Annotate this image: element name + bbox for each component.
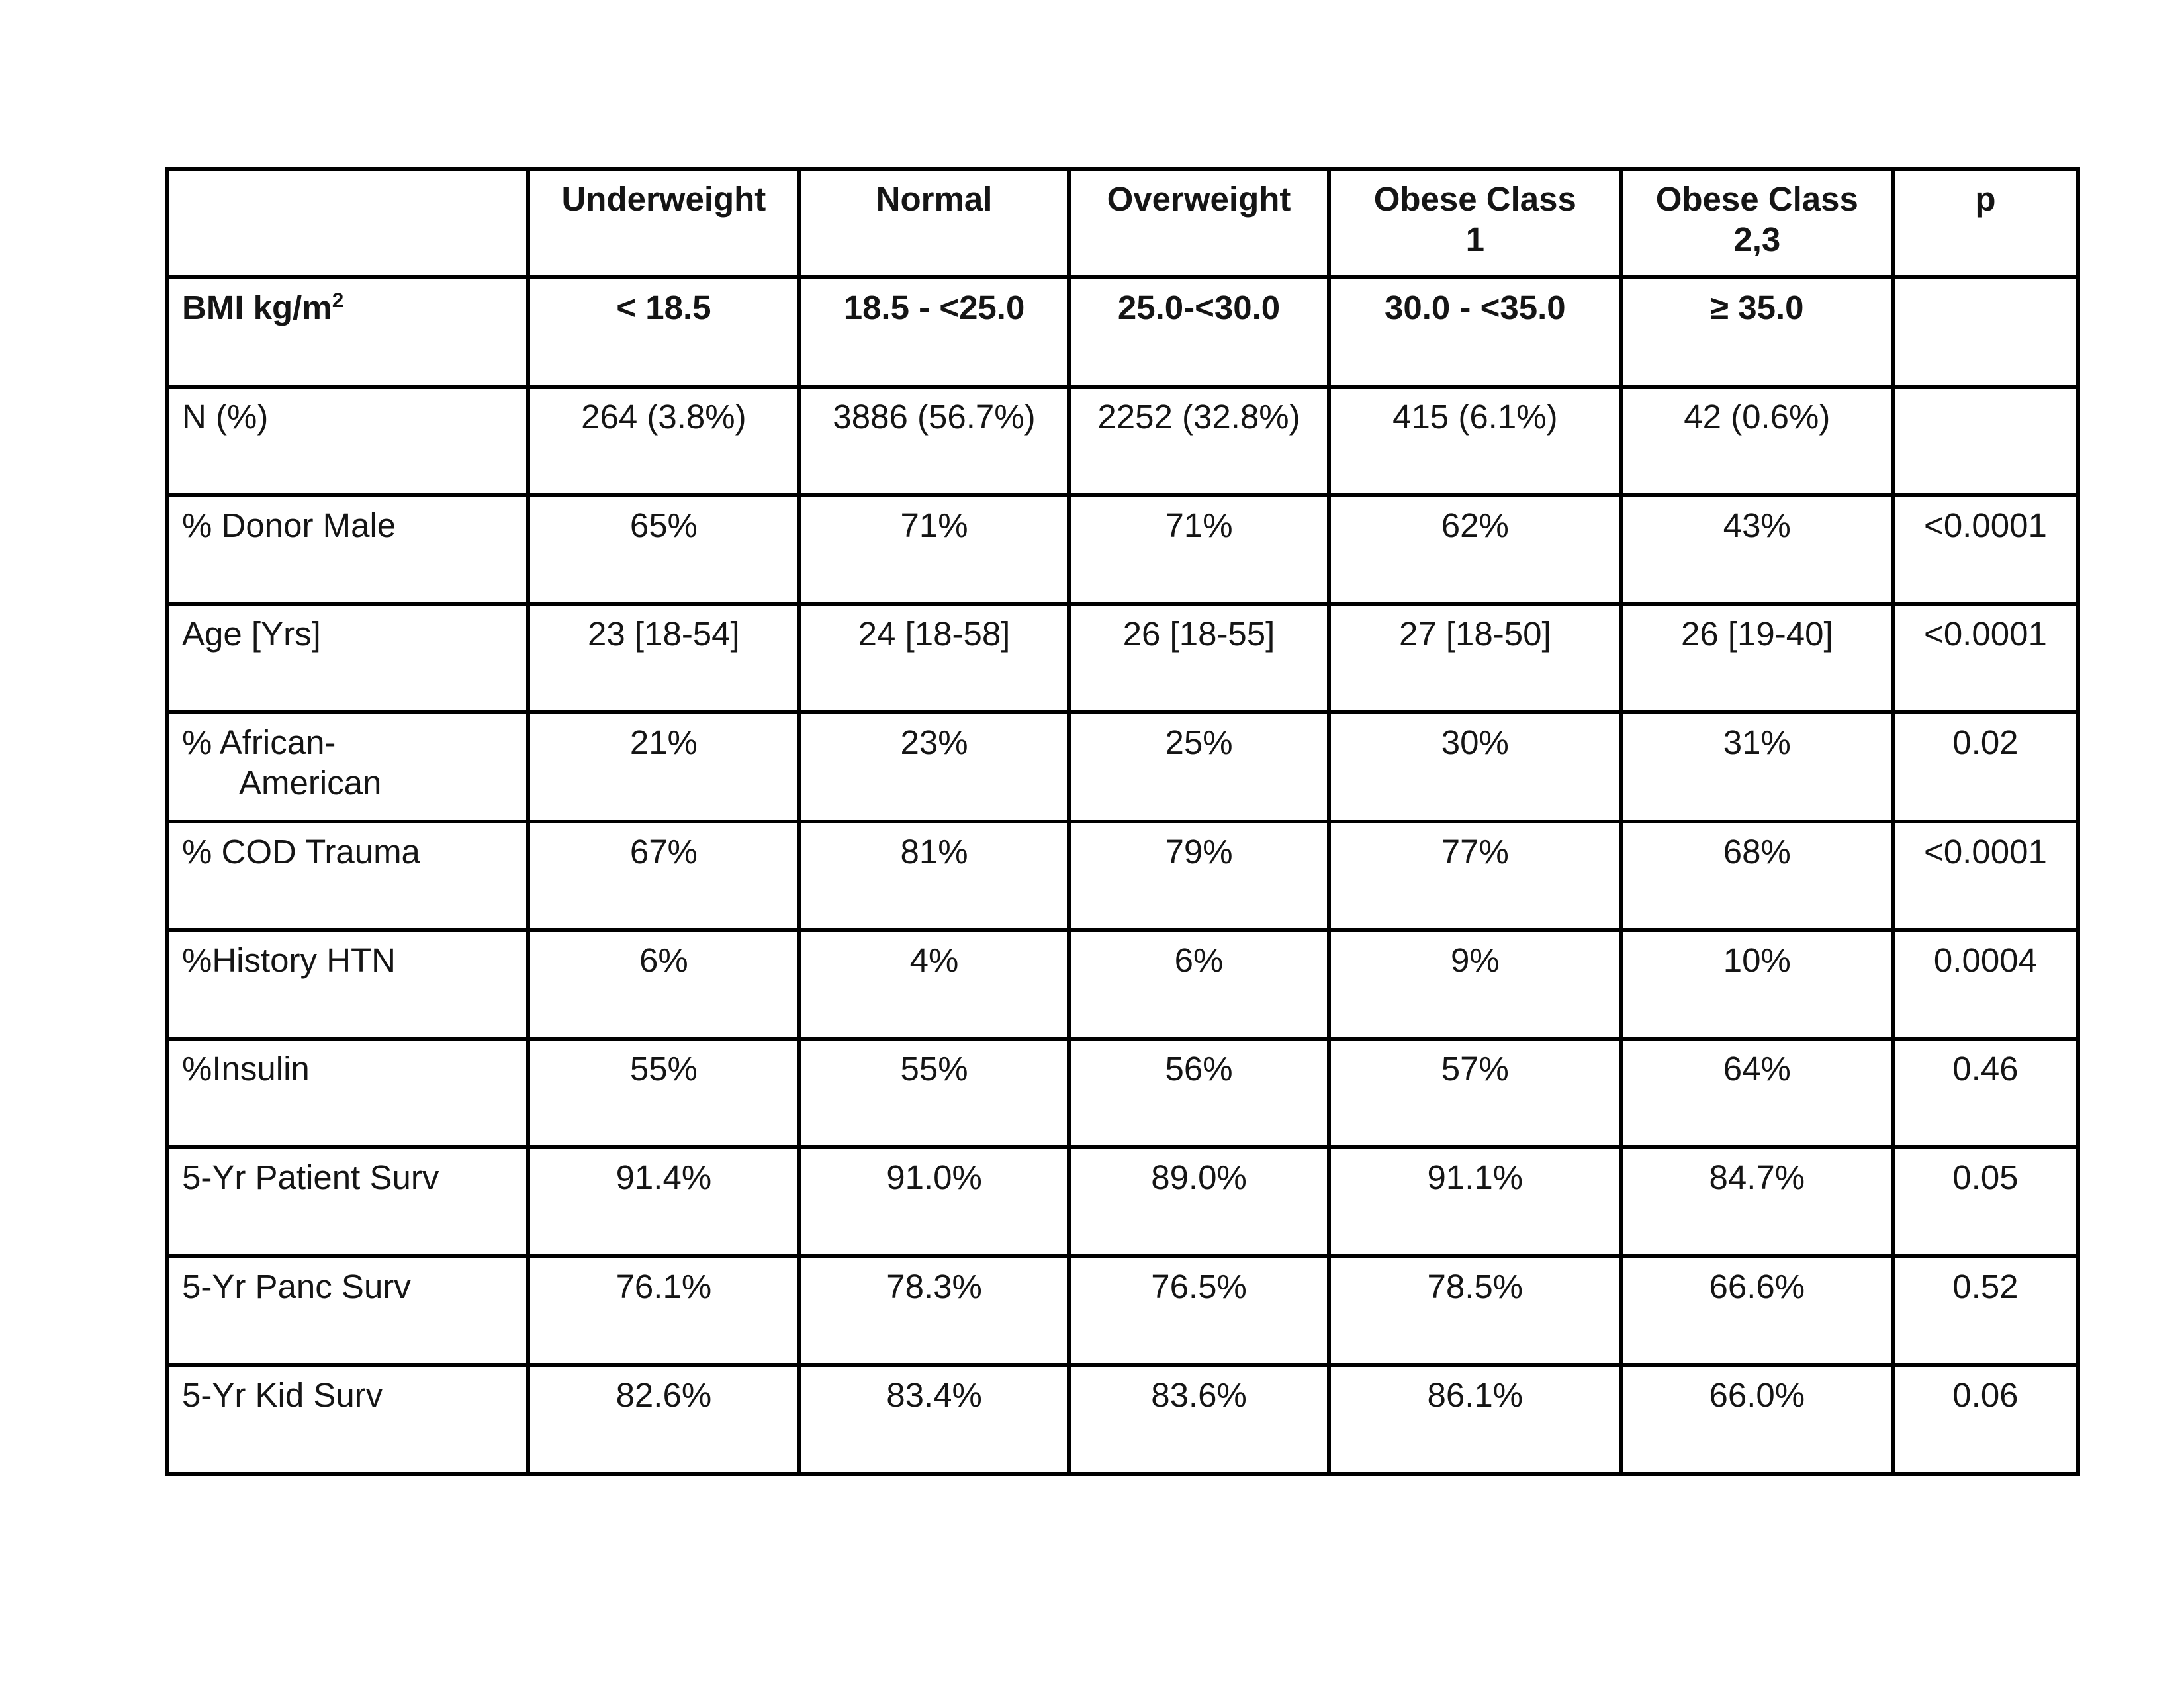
table-cell: 55%: [528, 1039, 799, 1147]
row-label-age: Age [Yrs]: [167, 604, 528, 712]
table-row-5yr-panc-surv: [167, 1256, 2078, 1365]
table-cell: 64%: [1621, 1039, 1893, 1147]
table-cell: 76.5%: [1069, 1256, 1329, 1365]
table-cell: ≥ 35.0: [1621, 277, 1893, 386]
row-label-insulin: %Insulin: [167, 1039, 528, 1147]
p-value-cell: 0.52: [1893, 1256, 2078, 1365]
table-cell: 79%: [1069, 821, 1329, 930]
table-cell: 55%: [799, 1039, 1069, 1147]
table-cell: 264 (3.8%): [528, 387, 799, 495]
table-row-5yr-patient-surv: [167, 1147, 2078, 1256]
table-cell: 6%: [1069, 930, 1329, 1039]
row-label-history-htn: %History HTN: [167, 930, 528, 1039]
table-cell: 23%: [799, 712, 1069, 821]
table-cell: 82.6%: [528, 1365, 799, 1474]
table-cell: 78.5%: [1329, 1256, 1621, 1365]
table-cell: < 18.5: [528, 277, 799, 386]
table-cell: 84.7%: [1621, 1147, 1893, 1256]
table-cell: 18.5 - <25.0: [799, 277, 1069, 386]
corner-cell: [167, 169, 528, 277]
table-cell: 78.3%: [799, 1256, 1069, 1365]
row-label-donor-male: % Donor Male: [167, 495, 528, 604]
table-cell: 25.0-<30.0: [1069, 277, 1329, 386]
table-cell: 86.1%: [1329, 1365, 1621, 1474]
table-cell: 6%: [528, 930, 799, 1039]
table-cell: 27 [18-50]: [1329, 604, 1621, 712]
table-header-row: [167, 169, 2078, 277]
table-cell: 66.0%: [1621, 1365, 1893, 1474]
table-cell: 42 (0.6%): [1621, 387, 1893, 495]
p-value-cell: 0.46: [1893, 1039, 2078, 1147]
table-cell: 43%: [1621, 495, 1893, 604]
table-cell: 83.6%: [1069, 1365, 1329, 1474]
table-cell: 31%: [1621, 712, 1893, 821]
table-cell: 66.6%: [1621, 1256, 1893, 1365]
table-cell: 25%: [1069, 712, 1329, 821]
bmi-outcomes-table: [165, 167, 2080, 1476]
table-cell: 56%: [1069, 1039, 1329, 1147]
table-cell: 91.0%: [799, 1147, 1069, 1256]
row-label-5yr-panc-surv: 5-Yr Panc Surv: [167, 1256, 528, 1365]
table-cell: 91.4%: [528, 1147, 799, 1256]
table-cell: 9%: [1329, 930, 1621, 1039]
table-row-african-american: [167, 712, 2078, 821]
row-label-n-pct: N (%): [167, 387, 528, 495]
table-cell: 30%: [1329, 712, 1621, 821]
table-cell: 62%: [1329, 495, 1621, 604]
table-cell: 57%: [1329, 1039, 1621, 1147]
table-cell: 68%: [1621, 821, 1893, 930]
table-cell: 24 [18-58]: [799, 604, 1069, 712]
superscript-2: 2: [332, 288, 344, 312]
table-row-insulin: [167, 1039, 2078, 1147]
table-row-5yr-kid-surv: [167, 1365, 2078, 1474]
table-cell: 89.0%: [1069, 1147, 1329, 1256]
table-cell: 26 [18-55]: [1069, 604, 1329, 712]
table-cell: 91.1%: [1329, 1147, 1621, 1256]
row-label-cod-trauma: % COD Trauma: [167, 821, 528, 930]
col-header-underweight: Underweight: [528, 169, 799, 277]
table-row-history-htn: [167, 930, 2078, 1039]
row-label-african-american: % African- American: [167, 712, 528, 821]
p-value-cell: <0.0001: [1893, 604, 2078, 712]
table-cell: 23 [18-54]: [528, 604, 799, 712]
table-cell: 71%: [799, 495, 1069, 604]
row-label-bmi: BMI $kg/m^2$: [167, 277, 528, 386]
col-header-obese-class-2-3: Obese Class 2,3: [1621, 169, 1893, 277]
p-value-cell: [1893, 387, 2078, 495]
row-label-5yr-patient-surv: 5-Yr Patient Surv: [167, 1147, 528, 1256]
table-cell: 3886 (56.7%): [799, 387, 1069, 495]
table-cell: 67%: [528, 821, 799, 930]
table-cell: 4%: [799, 930, 1069, 1039]
p-value-cell: 0.05: [1893, 1147, 2078, 1256]
col-header-obese-class-1: Obese Class 1: [1329, 169, 1621, 277]
p-value-cell: <0.0001: [1893, 821, 2078, 930]
table-row-bmi-range: [167, 277, 2078, 386]
table-cell: 21%: [528, 712, 799, 821]
table-cell: 83.4%: [799, 1365, 1069, 1474]
table-row-donor-male: [167, 495, 2078, 604]
table-cell: 415 (6.1%): [1329, 387, 1621, 495]
p-value-cell: 0.02: [1893, 712, 2078, 821]
p-value-cell: [1893, 277, 2078, 386]
col-header-normal: Normal: [799, 169, 1069, 277]
p-value-cell: <0.0001: [1893, 495, 2078, 604]
table-cell: 76.1%: [528, 1256, 799, 1365]
col-header-overweight: Overweight: [1069, 169, 1329, 277]
table-cell: 77%: [1329, 821, 1621, 930]
table-cell: 2252 (32.8%): [1069, 387, 1329, 495]
table-row-cod-trauma: [167, 821, 2078, 930]
col-header-p: p: [1893, 169, 2078, 277]
table-cell: 81%: [799, 821, 1069, 930]
table-cell: 26 [19-40]: [1621, 604, 1893, 712]
p-value-cell: 0.0004: [1893, 930, 2078, 1039]
p-value-cell: 0.06: [1893, 1365, 2078, 1474]
table-cell: 71%: [1069, 495, 1329, 604]
row-label-5yr-kid-surv: 5-Yr Kid Surv: [167, 1365, 528, 1474]
table-row-age: [167, 604, 2078, 712]
table-cell: 10%: [1621, 930, 1893, 1039]
table-cell: 65%: [528, 495, 799, 604]
table-cell: 30.0 - <35.0: [1329, 277, 1621, 386]
table-row-n-pct: [167, 387, 2078, 495]
